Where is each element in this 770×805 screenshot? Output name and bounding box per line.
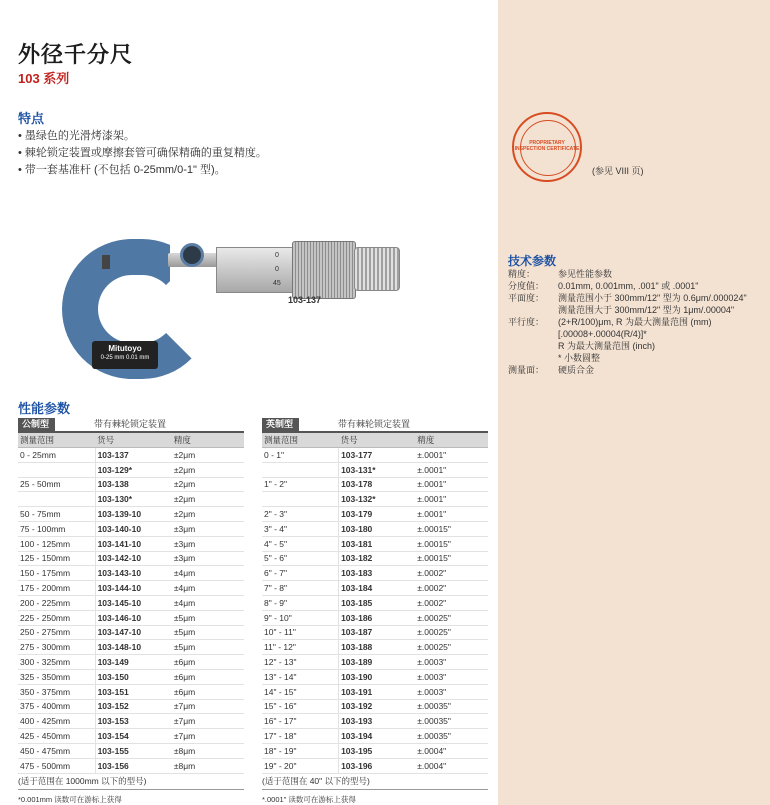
table-row [262, 566, 488, 581]
code-cell: 103-153 [95, 714, 172, 729]
table-row [262, 758, 488, 773]
accuracy-cell: ±.00035" [415, 729, 488, 744]
code-cell: 103-138 [95, 477, 172, 492]
accuracy-cell: ±.0001" [415, 507, 488, 522]
anvil [102, 255, 110, 269]
table-row [262, 699, 488, 714]
table-row [18, 669, 244, 684]
column-header: 货号 [339, 433, 416, 448]
column-header: 测量范围 [18, 433, 95, 448]
table-row [262, 507, 488, 522]
table-row [18, 729, 244, 744]
figure-model-label: 103-137 [288, 295, 322, 305]
table-header-row [18, 433, 244, 448]
table-row [262, 610, 488, 625]
metric-note: 带有棘轮锁定装置 [94, 419, 167, 429]
accuracy-cell: ±.0003" [415, 669, 488, 684]
range-cell: 225 - 250mm [18, 610, 95, 625]
code-cell: 103-129* [95, 462, 172, 477]
feature-item: • 棘轮锁定装置或摩擦套管可确保精确的重复精度。 [18, 145, 268, 162]
metric-tag: 公制型 [18, 418, 55, 431]
seal-text: PROPRIETARY INSPECTION CERTIFICATE [514, 140, 580, 152]
table-row [262, 551, 488, 566]
code-cell: 103-141-10 [95, 536, 172, 551]
code-cell: 103-178 [339, 477, 416, 492]
accuracy-cell: ±.0001" [415, 477, 488, 492]
accuracy-cell: ±2μm [172, 448, 244, 463]
spec-row: 测量范围大于 300mm/12" 型为 1μm/.00004" [558, 305, 735, 315]
accuracy-cell: ±.0001" [415, 462, 488, 477]
table-row [18, 758, 244, 773]
table-row [262, 492, 488, 507]
range-cell: 275 - 300mm [18, 640, 95, 655]
code-cell: 103-194 [339, 729, 416, 744]
range-cell: 6" - 7" [262, 566, 339, 581]
range-cell: 3" - 4" [262, 521, 339, 536]
metric-table-body [18, 448, 244, 774]
table-header-row [262, 433, 488, 448]
micrometer-illustration [58, 233, 418, 383]
lock-lever [180, 243, 204, 267]
code-cell: 103-154 [95, 729, 172, 744]
range-cell: 125 - 150mm [18, 551, 95, 566]
table-row [262, 477, 488, 492]
ratchet-stop [354, 247, 400, 291]
range-cell: 175 - 200mm [18, 581, 95, 596]
code-cell: 103-130* [95, 492, 172, 507]
accuracy-cell: ±.00035" [415, 699, 488, 714]
code-cell: 103-156 [95, 758, 172, 773]
code-cell: 103-196 [339, 758, 416, 773]
table-row [262, 462, 488, 477]
code-cell: 103-191 [339, 684, 416, 699]
range-cell [262, 462, 339, 477]
metric-footer: (适于范围在 1000mm 以下的型号) [18, 774, 244, 790]
range-cell: 8" - 9" [262, 595, 339, 610]
accuracy-cell: ±6μm [172, 684, 244, 699]
range-cell: 5" - 6" [262, 551, 339, 566]
table-row [18, 551, 244, 566]
accuracy-cell: ±3μm [172, 536, 244, 551]
accuracy-cell: ±.00035" [415, 714, 488, 729]
table-row [18, 714, 244, 729]
code-cell: 103-192 [339, 699, 416, 714]
range-cell: 400 - 425mm [18, 714, 95, 729]
accuracy-cell: ±7μm [172, 714, 244, 729]
accuracy-cell: ±6μm [172, 669, 244, 684]
code-cell: 103-193 [339, 714, 416, 729]
table-row [18, 477, 244, 492]
table-row [18, 655, 244, 670]
range-cell: 475 - 500mm [18, 758, 95, 773]
code-cell: 103-132* [339, 492, 416, 507]
feature-item: • 带一套基准杆 (不包括 0-25mm/0-1" 型)。 [18, 162, 268, 179]
table-row [18, 507, 244, 522]
code-cell: 103-151 [95, 684, 172, 699]
table-row [18, 625, 244, 640]
accuracy-cell: ±.0002" [415, 581, 488, 596]
features-heading: 特点 [18, 111, 45, 126]
table-row [18, 595, 244, 610]
code-cell: 103-146-10 [95, 610, 172, 625]
table-row [262, 640, 488, 655]
inch-footnote: *.0001" 读数可在游标上获得 [262, 794, 356, 804]
accuracy-cell: ±5μm [172, 610, 244, 625]
table-row [262, 684, 488, 699]
range-cell: 0 - 25mm [18, 448, 95, 463]
code-cell: 103-150 [95, 669, 172, 684]
range-cell: 12" - 13" [262, 655, 339, 670]
page-title: 外径千分尺 [18, 42, 134, 67]
range-cell: 325 - 350mm [18, 669, 95, 684]
code-cell: 103-140-10 [95, 521, 172, 536]
inch-note: 带有棘轮锁定装置 [338, 419, 411, 429]
inch-tag: 英制型 [262, 418, 299, 431]
spec-row: [.00008+.00004(R/4)]* [558, 329, 647, 339]
accuracy-cell: ±2μm [172, 462, 244, 477]
code-cell: 103-195 [339, 743, 416, 758]
spec-row: * 小数圆整 [558, 353, 601, 363]
range-cell: 2" - 3" [262, 507, 339, 522]
thimble [292, 241, 356, 299]
spec-row: 分度值： 0.01mm, 0.001mm, .001" 或 .0001" [508, 281, 699, 291]
table-row [18, 448, 244, 463]
metric-footnote: *0.001mm 读数可在游标上获得 [18, 794, 122, 804]
code-cell: 103-148-10 [95, 640, 172, 655]
accuracy-cell: ±.00015" [415, 536, 488, 551]
range-cell: 1" - 2" [262, 477, 339, 492]
range-cell: 13" - 14" [262, 669, 339, 684]
certificate-seal-icon [512, 112, 582, 182]
code-cell: 103-177 [339, 448, 416, 463]
code-cell: 103-131* [339, 462, 416, 477]
spec-row: 平面度： 测量范围小于 300mm/12" 型为 0.6μm/.000024" [508, 293, 747, 303]
accuracy-cell: ±2μm [172, 507, 244, 522]
range-cell: 7" - 8" [262, 581, 339, 596]
accuracy-cell: ±.0002" [415, 595, 488, 610]
accuracy-cell: ±4μm [172, 566, 244, 581]
table-row [18, 640, 244, 655]
code-cell: 103-188 [339, 640, 416, 655]
sleeve: 0 0 45 [216, 247, 294, 293]
spec-row: 精度： 参见性能参数 [508, 269, 613, 279]
code-cell: 103-139-10 [95, 507, 172, 522]
range-cell: 15" - 16" [262, 699, 339, 714]
code-cell: 103-144-10 [95, 581, 172, 596]
accuracy-cell: ±.0001" [415, 448, 488, 463]
range-cell: 100 - 125mm [18, 536, 95, 551]
accuracy-cell: ±3μm [172, 521, 244, 536]
accuracy-cell: ±4μm [172, 595, 244, 610]
accuracy-cell: ±.0001" [415, 492, 488, 507]
feature-item: • 墨绿色的光滑烤漆架。 [18, 128, 268, 145]
table-row [262, 595, 488, 610]
accuracy-cell: ±.00025" [415, 625, 488, 640]
range-cell: 19" - 20" [262, 758, 339, 773]
code-cell: 103-189 [339, 655, 416, 670]
range-cell: 9" - 10" [262, 610, 339, 625]
table-row [18, 492, 244, 507]
column-header: 精度 [172, 433, 244, 448]
code-cell: 103-149 [95, 655, 172, 670]
accuracy-cell: ±7μm [172, 729, 244, 744]
brand-plate: Mitutoyo 0-25 mm 0.01 mm [92, 341, 158, 369]
table-row [18, 610, 244, 625]
code-cell: 103-182 [339, 551, 416, 566]
code-cell: 103-142-10 [95, 551, 172, 566]
accuracy-cell: ±.0004" [415, 743, 488, 758]
code-cell: 103-183 [339, 566, 416, 581]
table-row [262, 521, 488, 536]
features-list [18, 128, 268, 179]
accuracy-cell: ±.00025" [415, 610, 488, 625]
specs-heading: 技术参数 [508, 254, 557, 268]
inch-table-body [262, 448, 488, 774]
code-cell: 103-155 [95, 743, 172, 758]
metric-table [18, 433, 244, 774]
code-cell: 103-186 [339, 610, 416, 625]
range-cell [262, 492, 339, 507]
range-cell: 14" - 15" [262, 684, 339, 699]
code-cell: 103-179 [339, 507, 416, 522]
table-row [262, 729, 488, 744]
accuracy-cell: ±8μm [172, 743, 244, 758]
range-cell: 300 - 325mm [18, 655, 95, 670]
range-cell: 350 - 375mm [18, 684, 95, 699]
table-row [262, 655, 488, 670]
accuracy-cell: ±.00025" [415, 640, 488, 655]
table-row [262, 714, 488, 729]
code-cell: 103-181 [339, 536, 416, 551]
range-cell: 250 - 275mm [18, 625, 95, 640]
code-cell: 103-185 [339, 595, 416, 610]
metric-table-block [18, 418, 244, 805]
table-row [262, 448, 488, 463]
table-row [18, 462, 244, 477]
accuracy-cell: ±7μm [172, 699, 244, 714]
accuracy-cell: ±8μm [172, 758, 244, 773]
accuracy-cell: ±.0003" [415, 684, 488, 699]
table-row [18, 581, 244, 596]
range-cell: 450 - 475mm [18, 743, 95, 758]
accuracy-cell: ±.00015" [415, 521, 488, 536]
inch-table-block [262, 418, 488, 805]
code-cell: 103-152 [95, 699, 172, 714]
range-cell: 16" - 17" [262, 714, 339, 729]
accuracy-cell: ±.00015" [415, 551, 488, 566]
performance-heading: 性能参数 [18, 401, 71, 416]
code-cell: 103-143-10 [95, 566, 172, 581]
column-header: 货号 [95, 433, 172, 448]
accuracy-cell: ±.0002" [415, 566, 488, 581]
code-cell: 103-147-10 [95, 625, 172, 640]
seal-note: (参见 VIII 页) [592, 166, 644, 176]
range-cell: 425 - 450mm [18, 729, 95, 744]
accuracy-cell: ±5μm [172, 640, 244, 655]
accuracy-cell: ±3μm [172, 551, 244, 566]
code-cell: 103-137 [95, 448, 172, 463]
range-cell: 18" - 19" [262, 743, 339, 758]
accuracy-cell: ±2μm [172, 492, 244, 507]
table-row [18, 521, 244, 536]
spec-row: 测量面： 硬质合金 [508, 365, 595, 375]
table-row [262, 581, 488, 596]
accuracy-cell: ±4μm [172, 581, 244, 596]
table-row [18, 699, 244, 714]
inch-table [262, 433, 488, 774]
range-cell [18, 462, 95, 477]
accuracy-cell: ±5μm [172, 625, 244, 640]
accuracy-cell: ±2μm [172, 477, 244, 492]
table-row [262, 669, 488, 684]
accuracy-cell: ±.0003" [415, 655, 488, 670]
range-cell: 4" - 5" [262, 536, 339, 551]
code-cell: 103-145-10 [95, 595, 172, 610]
inch-footer: (适于范围在 40" 以下的型号) [262, 774, 488, 790]
range-cell: 375 - 400mm [18, 699, 95, 714]
table-row [18, 743, 244, 758]
specs-list [508, 268, 768, 376]
range-cell [18, 492, 95, 507]
table-row [18, 684, 244, 699]
range-cell: 50 - 75mm [18, 507, 95, 522]
range-cell: 0 - 1" [262, 448, 339, 463]
column-header: 精度 [415, 433, 488, 448]
table-row [262, 536, 488, 551]
spec-row: 平行度： (2+R/100)μm, R 为最大测量范围 (mm) [508, 317, 712, 327]
code-cell: 103-180 [339, 521, 416, 536]
code-cell: 103-187 [339, 625, 416, 640]
range-cell: 25 - 50mm [18, 477, 95, 492]
column-header: 测量范围 [262, 433, 339, 448]
range-cell: 150 - 175mm [18, 566, 95, 581]
range-cell: 200 - 225mm [18, 595, 95, 610]
table-row [262, 743, 488, 758]
table-row [18, 566, 244, 581]
range-cell: 17" - 18" [262, 729, 339, 744]
accuracy-cell: ±.0004" [415, 758, 488, 773]
code-cell: 103-190 [339, 669, 416, 684]
range-cell: 75 - 100mm [18, 521, 95, 536]
range-cell: 11" - 12" [262, 640, 339, 655]
table-row [18, 536, 244, 551]
spec-row: R 为最大测量范围 (inch) [558, 341, 656, 351]
table-row [262, 625, 488, 640]
code-cell: 103-184 [339, 581, 416, 596]
range-cell: 10" - 11" [262, 625, 339, 640]
accuracy-cell: ±6μm [172, 655, 244, 670]
series-subtitle: 103 系列 [18, 71, 70, 86]
